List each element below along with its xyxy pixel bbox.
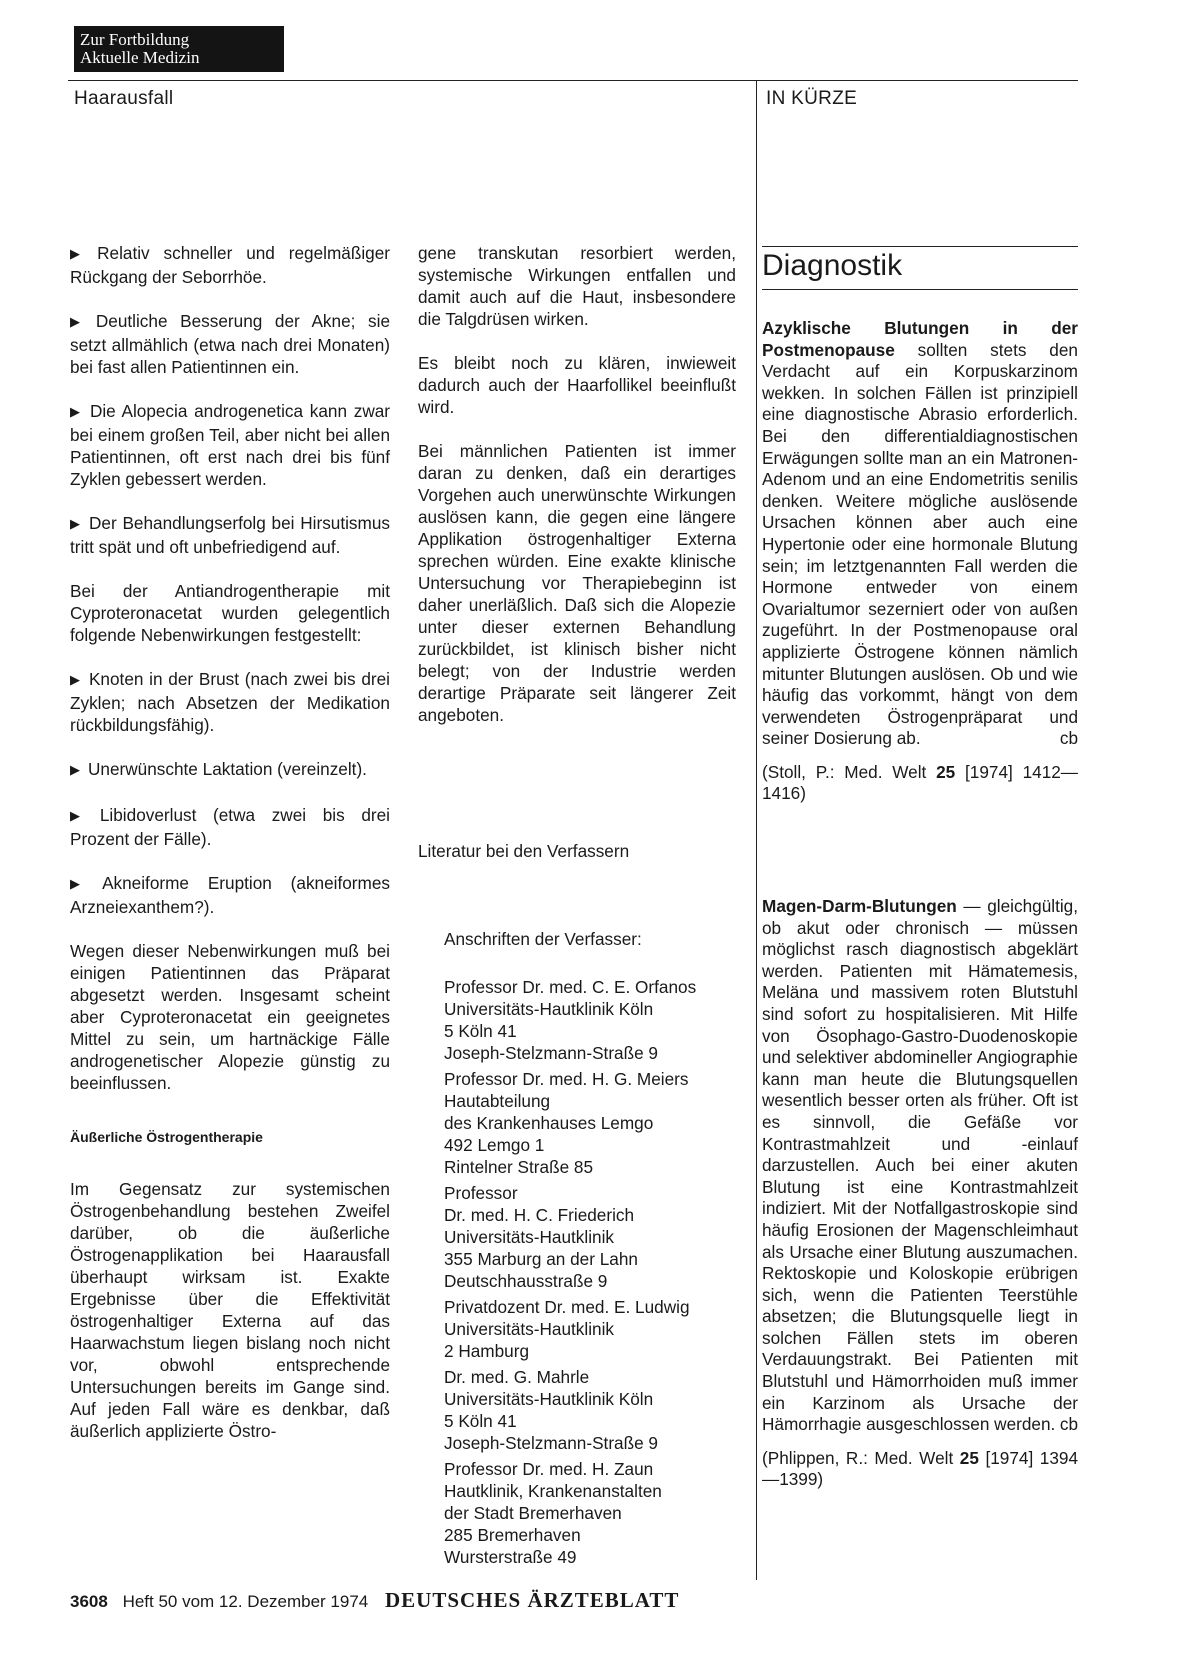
- header-rule: [68, 80, 1078, 81]
- subheading: Äußerliche Östrogentherapie: [70, 1129, 263, 1145]
- item-body: sollten stets den Verdacht auf ein Korpuskarzinom wekken. In solchen Fällen ist prinzipiell eine diagnostische Abrasio erforderlich. Bei den differentialdiagnostischen Erwägungen sollte man an ein Matronen-Adenom und an eine Endometritis senilis denken. Weitere mögliche auslösende Ursachen können aber auch eine Hypertonie oder eine hormonale Blutung sein; im letztgenannten Fall werden die Hormone entweder von einem Ovarialtumor sezerniert oder von außen zugeführt. In der Postmenopause oral applizierte Östrogene können nämlich mitunter Blutungen auslösen. Ob und wie häufig das vorkommt, hängt von dem verwendeten Östrogenpräparat und seiner Dosierung ab.: [762, 339, 1078, 749]
- bullet-item: ▶ Die Alopecia androgenetica kann zwar bei einem großen Teil, aber nicht bei allen Patientinnen, oft erst nach drei bis fünf Zyklen gebessert werden.: [70, 400, 390, 490]
- paragraph: Wegen dieser Nebenwirkungen muß bei einigen Patientinnen das Präparat abgesetzt werden. Insgesamt scheint aber Cyproteronacetat ein geeignetes Mittel zu sein, um hartnäckige Fälle androgenetischer Alopezie günstig zu beeinflussen.: [70, 941, 390, 1093]
- addresses-label: Anschriften der Verfasser:: [444, 929, 642, 949]
- bullet-item: ▶ Unerwünschte Laktation (vereinzelt).: [70, 758, 390, 782]
- column-1: [70, 242, 390, 1464]
- address-line: des Krankenhauses Lemgo: [444, 1113, 654, 1133]
- citation: (Stoll, P.: Med. Welt 25 [1974] 1412—1416): [762, 761, 1078, 804]
- section-title-left: Haarausfall: [74, 88, 174, 109]
- item-heading: Magen-Darm-Blutungen: [762, 896, 957, 916]
- section-title-right: IN KÜRZE: [766, 88, 858, 109]
- bullet-item: ▶ Relativ schneller und regelmäßiger Rückgang der Seborrhöe.: [70, 242, 390, 288]
- address-line: Joseph-Stelzmann-Straße 9: [444, 1043, 658, 1063]
- address-line: 492 Lemgo 1: [444, 1135, 545, 1155]
- address-line: Deutschhausstraße 9: [444, 1271, 608, 1291]
- issue-info: Heft 50 vom 12. Dezember 1974: [122, 1592, 369, 1611]
- address-line: Professor Dr. med. H. G. Meiers: [444, 1069, 689, 1089]
- brief-item-1: [762, 318, 1078, 805]
- address-line: 355 Marburg an der Lahn: [444, 1249, 638, 1269]
- address-line: 5 Köln 41: [444, 1021, 517, 1041]
- address-block: [444, 1296, 744, 1362]
- bullet-item: ▶ Knoten in der Brust (nach zwei bis drei Zyklen; nach Absetzen der Medikation rückbildungsfähig).: [70, 668, 390, 736]
- author-sign: cb: [1059, 728, 1078, 749]
- address-line: Rintelner Straße 85: [444, 1157, 594, 1177]
- page-number: 3608: [70, 1592, 108, 1611]
- address-line: Wursterstraße 49: [444, 1547, 577, 1567]
- address-line: 2 Hamburg: [444, 1341, 530, 1361]
- address-line: Joseph-Stelzmann-Straße 9: [444, 1433, 658, 1453]
- address-block: [444, 1458, 744, 1568]
- address-line: Hautklinik, Krankenanstalten: [444, 1481, 662, 1501]
- item-body: — gleichgültig, ob akut oder chronisch — müssen möglichst rasch diagnostisch abgeklärt werden. Patienten mit Hämatemesis, Meläna und massivem roten Blutstuhl sind sofort zu hospitalisieren. Mit Hilfe von Ösophago-Gastro-Duodenoskopie und selektiver abdomineller Angiographie kann man heute die Blutungsquellen wesentlich besser orten als früher. Oft ist es sinnvoll, die Gefäße vor Kontrastmahlzeit und -einlauf darzustellen. Auch bei einer akuten Blutung ist eine Kontrastmahlzeit indiziert. Mit der Notfallgastroskopie sind häufig Erosionen der Magenschleimhaut als Ursache einer Blutung auszumachen. Rektoskopie und Koloskopie erübrigen sich, wenn die Patienten Teerstühle absetzen; die Blutungsquelle liegt in solchen Fällen stets im oberen Verdauungstrakt. Bei Patienten mit Blutstuhl und Hämorrhoiden muß immer ein Karzinom als Ursache der Hämorrhagie ausgeschlossen werden.: [762, 896, 1078, 1435]
- title-rule-bottom: [762, 289, 1078, 290]
- badge-line-2: Aktuelle Medizin: [80, 48, 200, 67]
- address-line: der Stadt Bremerhaven: [444, 1503, 622, 1523]
- literature-note: Literatur bei den Verfassern: [418, 841, 630, 861]
- address-line: Privatdozent Dr. med. E. Ludwig: [444, 1297, 690, 1317]
- address-line: Universitäts-Hautklinik Köln: [444, 999, 654, 1019]
- paragraph: Es bleibt noch zu klären, inwieweit dadurch auch der Haarfollikel beeinflußt wird.: [418, 353, 736, 417]
- citation: (Phlippen, R.: Med. Welt 25 [1974] 1394—1399): [762, 1447, 1078, 1490]
- address-line: 285 Bremerhaven: [444, 1525, 581, 1545]
- address-block: [444, 1366, 744, 1454]
- section-badge: [74, 26, 284, 72]
- diagnostik-title: Diagnostik: [762, 249, 903, 282]
- author-sign: cb: [1059, 1414, 1078, 1435]
- item-heading: Azyklische Blutungen in der Postmenopause: [762, 318, 1078, 360]
- author-addresses: [444, 928, 744, 1572]
- title-rule-top: [762, 246, 1078, 247]
- address-line: Universitäts-Hautklinik: [444, 1227, 615, 1247]
- journal-masthead: DEUTSCHES ÄRZTEBLATT: [384, 1588, 680, 1612]
- badge-line-1: Zur Fortbildung: [80, 30, 190, 49]
- bullet-item: ▶ Der Behandlungserfolg bei Hirsutismus tritt spät und oft unbefriedigend auf.: [70, 512, 390, 558]
- page-footer: [70, 1588, 679, 1613]
- address-line: Professor Dr. med. H. Zaun: [444, 1459, 654, 1479]
- paragraph: gene transkutan resorbiert werden, systemische Wirkungen entfallen und damit auch auf die Haut, insbesondere die Talgdrüsen wirken.: [418, 243, 736, 329]
- address-block: [444, 1182, 744, 1292]
- address-line: 5 Köln 41: [444, 1411, 517, 1431]
- brief-item-2: [762, 896, 1078, 1491]
- bullet-item: ▶ Akneiforme Eruption (akneiformes Arzneiexanthem?).: [70, 872, 390, 918]
- paragraph: Bei männlichen Patienten ist immer daran zu denken, daß ein derartiges Vorgehen auch unerwünschte Wirkungen auslösen kann, die gegen eine längere Applikation östrogenhaltiger Externa sprechen würden. Eine exakte klinische Untersuchung vor Therapiebeginn ist daher unerläßlich. Daß sich die Alopezie unter dieser externen Behandlung zurückbildet, ist klinisch bisher nicht belegt; von der Industrie werden derartige Präparate seit längerer Zeit angeboten.: [418, 441, 736, 725]
- address-line: Hautabteilung: [444, 1091, 551, 1111]
- bullet-item: ▶ Libidoverlust (etwa zwei bis drei Prozent der Fälle).: [70, 804, 390, 850]
- address-line: Universitäts-Hautklinik Köln: [444, 1389, 654, 1409]
- address-line: Dr. med. G. Mahrle: [444, 1367, 590, 1387]
- column-divider: [756, 80, 757, 1580]
- address-line: Professor: [444, 1183, 518, 1203]
- address-line: Universitäts-Hautklinik: [444, 1319, 615, 1339]
- address-line: Dr. med. H. C. Friederich: [444, 1205, 635, 1225]
- paragraph: Bei der Antiandrogentherapie mit Cyproteronacetat wurden gelegentlich folgende Nebenwirkungen festgestellt:: [70, 581, 390, 645]
- bullet-item: ▶ Deutliche Besserung der Akne; sie setzt allmählich (etwa nach drei Monaten) bei fast allen Patientinnen ein.: [70, 310, 390, 378]
- column-2: [418, 242, 736, 748]
- address-block: [444, 976, 744, 1064]
- address-line: Professor Dr. med. C. E. Orfanos: [444, 977, 697, 997]
- address-block: [444, 1068, 744, 1178]
- paragraph: Im Gegensatz zur systemischen Östrogenbehandlung bestehen Zweifel darüber, ob die äußerliche Östrogenapplikation bei Haarausfall überhaupt wirksam ist. Exakte Ergebnisse über die Effektivität östrogenhaltiger Externa auf das Haarwachstum liegen bislang noch nicht vor, obwohl entsprechende Untersuchungen bereits im Gange sind. Auf jeden Fall wäre es denkbar, daß äußerlich applizierte Östro-: [70, 1179, 390, 1441]
